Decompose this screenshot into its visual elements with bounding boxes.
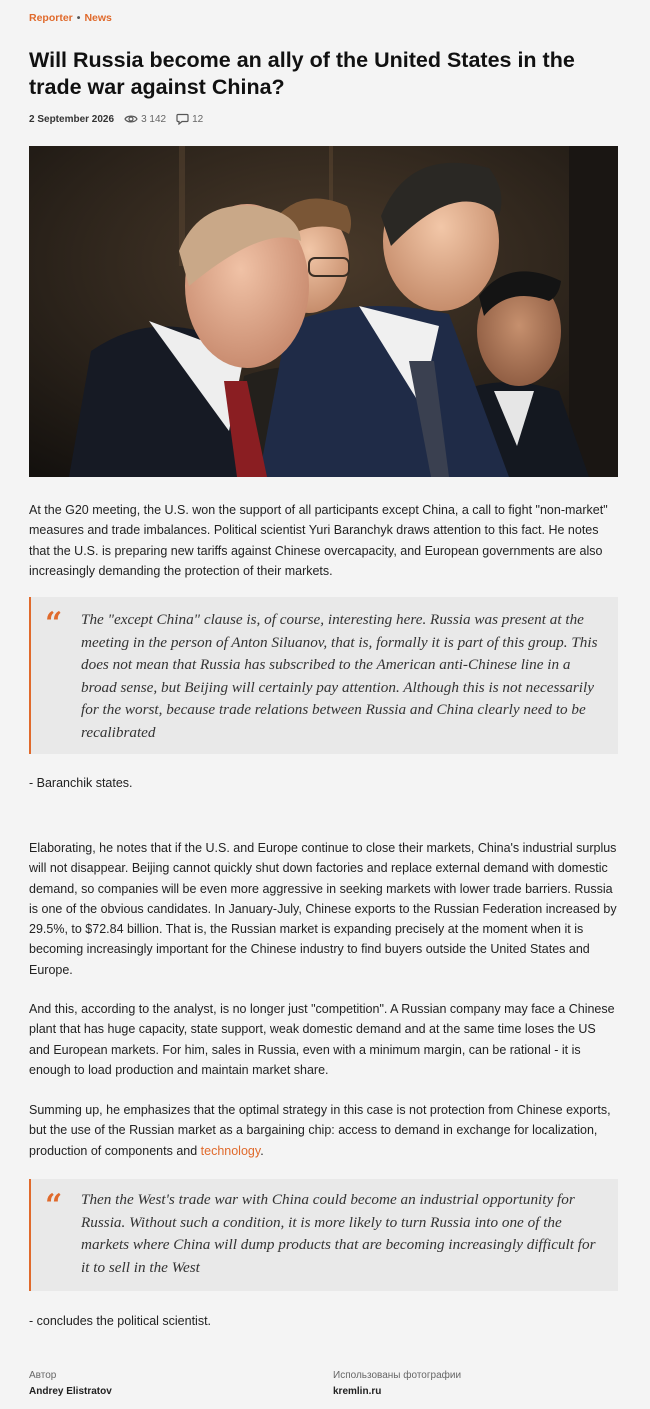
paragraph-4-text: Summing up, he emphasizes that the optimal strategy in this case is not protection from Chinese exports, but the use of the Russian market as a bargaining chip: access to demand in exchange for localization, production of components and [29, 1103, 611, 1158]
attribution-1: - Baranchik states. [29, 776, 133, 790]
attribution-2: - concludes the political scientist. [29, 1314, 212, 1328]
quote-text-2: Then the West's trade war with China could become an industrial opportunity for Russia. Without such a condition, it is more likely to turn Russia into one of the markets where China will dump products that are becoming increasingly difficult for it to sell in the West [81, 1191, 596, 1276]
breadcrumb-reporter[interactable]: Reporter [29, 12, 73, 24]
quote-text-1: The "except China" clause is, of course, interesting here. Russia was present at the meeting in the person of Anton Siluanov, that is, formally it is part of this group. This does not mean that Russia has subscribed to the American anti-Chinese line in a broad sense, but Beijing will certainly pay attention. Although this is not necessarily for the worst, because trade relations between Russia and China clearly need to be recalibrated [81, 611, 598, 741]
views-counter [124, 114, 166, 125]
breadcrumb-news[interactable]: News [84, 12, 112, 24]
quote-icon: “ [45, 606, 61, 641]
photo-credit-label: Использованы фотографии [333, 1370, 462, 1381]
paragraph-1: At the G20 meeting, the U.S. won the support of all participants except China, a call to fight "non-market" measures and trade imbalances. Political scientist Yuri Baranchyk draws attention to this fact. He notes that the U.S. is preparing new tariffs against Chinese overcapacity, and European governments are also increasingly demanding the protection of their markets. [29, 503, 608, 578]
breadcrumb-separator: • [76, 12, 81, 24]
publish-date: 2 September 2026 [29, 113, 115, 125]
paragraph-4 [29, 1100, 619, 1161]
eye-icon [124, 114, 138, 124]
quote-icon: “ [45, 1188, 61, 1223]
article-meta [29, 113, 203, 125]
author-name[interactable]: Andrey Elistratov [29, 1386, 112, 1397]
paragraph-3: And this, according to the analyst, is no longer just "competition". A Russian company may face a Chinese plant that has huge capacity, state support, weak domestic demand and at the same time loses the US and European markets. For him, sales in Russia, even with a minimum margin, can be rational - it is enough to load production and maintain market share. [29, 1002, 615, 1077]
technology-link[interactable]: technology [200, 1143, 261, 1158]
article-title: Will Russia become an ally of the United States in the trade war against China? [29, 48, 575, 99]
views-count: 3 142 [141, 113, 167, 125]
breadcrumb [29, 12, 112, 24]
paragraph-4-end: . [260, 1143, 264, 1158]
author-label: Автор [29, 1370, 57, 1381]
comments-counter[interactable] [176, 113, 203, 125]
article-photo [29, 146, 618, 477]
paragraph-2: Elaborating, he notes that if the U.S. and Europe continue to close their markets, China's industrial surplus will not disappear. Beijing cannot quickly shut down factories and replace external demand with domestic demand, so companies will be even more aggressive in seeking markets with lower trade barriers. Russia is one of the obvious candidates. In January-July, Chinese exports to the Russian Federation increased by 29.5%, to $72.84 billion. That is, the Russian market is expanding precisely at the moment when it is becoming increasingly important for the Chinese industry to find buyers outside the United States and Europe. [29, 841, 617, 977]
comments-count: 12 [192, 113, 204, 125]
blockquote-1 [29, 597, 618, 754]
blockquote-2 [29, 1179, 618, 1291]
photo-credit-source[interactable]: kremlin.ru [333, 1386, 382, 1397]
comment-icon [176, 113, 189, 125]
